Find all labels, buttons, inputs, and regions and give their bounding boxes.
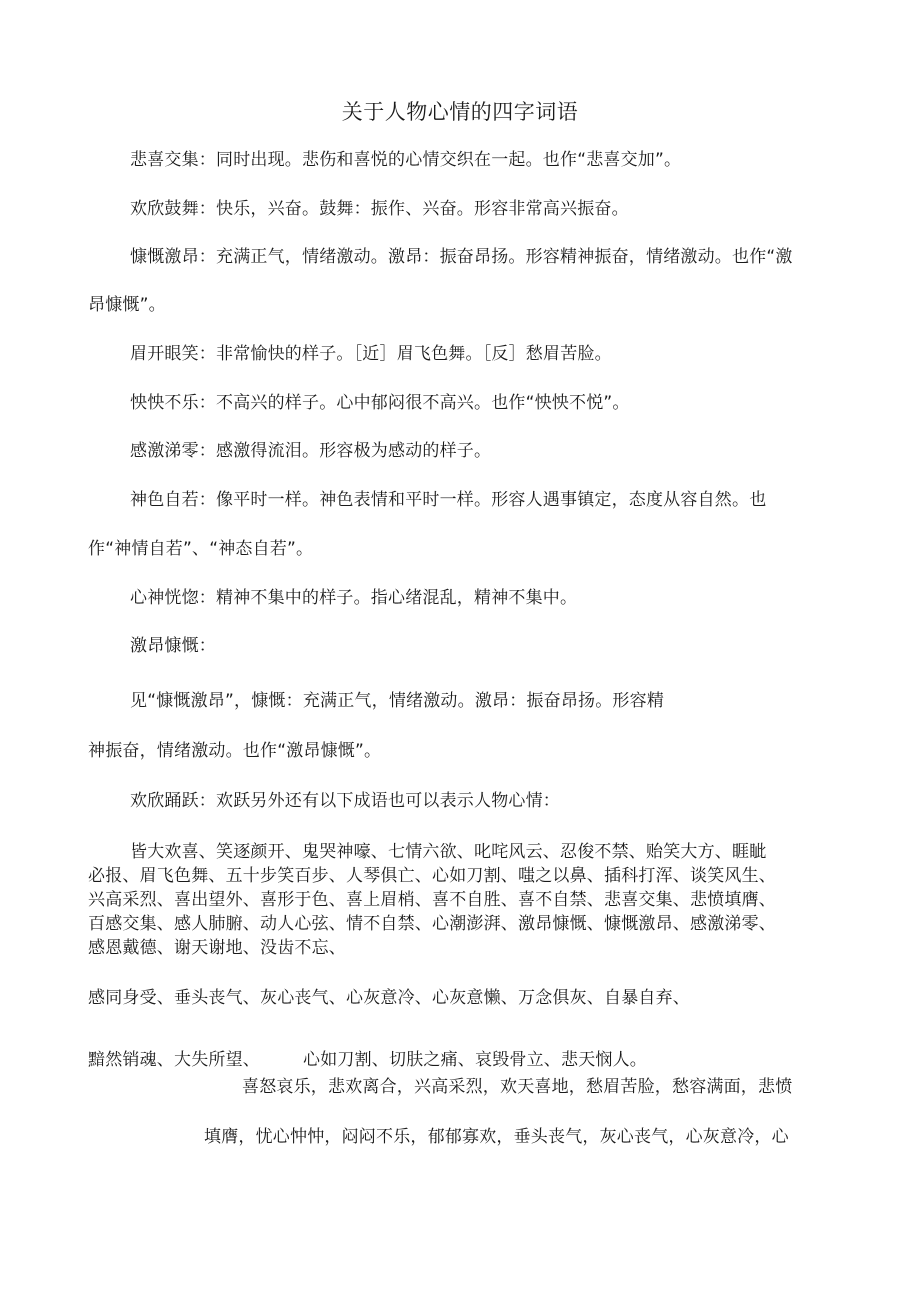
paragraph-line: 怏怏不乐：不高兴的样子。心中郁闷很不高兴。也作“怏怏不悦”。 bbox=[130, 393, 630, 413]
paragraph-line: 喜怒哀乐，悲欢离合，兴高采烈，欢天喜地，愁眉苦脸，愁容满面，悲愤 bbox=[242, 1077, 793, 1097]
idioms-line: 兴高采烈、喜出望外、喜形于色、喜上眉梢、喜不自胜、喜不自禁、悲喜交集、悲愤填膺、 bbox=[88, 890, 776, 910]
paragraph-line: 见“慷慨激昂”，慷慨：充满正气，情绪激动。激昂：振奋昂扬。形容精 bbox=[130, 691, 665, 711]
paragraph-line: 昂慷慨”。 bbox=[88, 295, 166, 315]
paragraph-line: 欢欣鼓舞：快乐，兴奋。鼓舞：振作、兴奋。形容非常高兴振奋。 bbox=[130, 199, 629, 219]
paragraph-line: 慷慨激昂：充满正气，情绪激动。激昂：振奋昂扬。形容精神振奋，情绪激动。也作“激 bbox=[130, 247, 793, 267]
idioms-line: 感恩戴德、谢天谢地、没齿不忘、 bbox=[88, 938, 346, 958]
paragraph-line: 欢欣踊跃：欢跃另外还有以下成语也可以表示人物心情： bbox=[130, 791, 560, 811]
idioms-line: 皆大欢喜、笑逐颜开、鬼哭神嚎、七情六欲、叱咤风云、忍俊不禁、贻笑大方、睚眦 bbox=[130, 842, 767, 862]
paragraph-line: 激昂慷慨： bbox=[130, 636, 216, 656]
paragraph-line: 心神恍惚：精神不集中的样子。指心绪混乱，精神不集中。 bbox=[130, 588, 578, 608]
idioms-block bbox=[88, 840, 828, 960]
paragraph-line: 悲喜交集：同时出现。悲伤和喜悦的心情交织在一起。也作“悲喜交加”。 bbox=[130, 150, 682, 170]
paragraph-line: 眉开眼笑：非常愉快的样子。［近］眉飞色舞。［反］愁眉苦脸。 bbox=[130, 344, 612, 364]
page-title: 关于人物心情的四字词语 bbox=[341, 100, 579, 124]
idioms-line: 百感交集、感人肺腑、动人心弦、情不自禁、心潮澎湃、激昂慷慨、慷慨激昂、感激涕零、 bbox=[88, 914, 776, 934]
paragraph-line: 心如刀割、切肤之痛、哀毁骨立、悲天悯人。 bbox=[303, 1050, 647, 1070]
paragraph-line: 神色自若：像平时一样。神色表情和平时一样。形容人遇事镇定，态度从容自然。也 bbox=[130, 490, 767, 510]
paragraph-line: 黯然销魂、大失所望、 bbox=[88, 1050, 260, 1070]
idioms-line: 必报、眉飞色舞、五十步笑百步、人琴俱亡、心如刀割、嗤之以鼻、插科打浑、谈笑风生、 bbox=[88, 866, 776, 886]
paragraph-line: 填膺，忧心忡忡，闷闷不乐，郁郁寡欢，垂头丧气，灰心丧气，心灰意冷，心 bbox=[204, 1127, 789, 1147]
paragraph-line: 作“神情自若”、“神态自若”。 bbox=[88, 539, 314, 559]
paragraph-line: 感激涕零：感激得流泪。形容极为感动的样子。 bbox=[130, 441, 492, 461]
paragraph-line: 神振奋，情绪激动。也作“激昂慷慨”。 bbox=[88, 741, 382, 761]
paragraph-line: 感同身受、垂头丧气、灰心丧气、心灰意冷、心灰意懒、万念俱灰、自暴自弃、 bbox=[88, 988, 690, 1008]
